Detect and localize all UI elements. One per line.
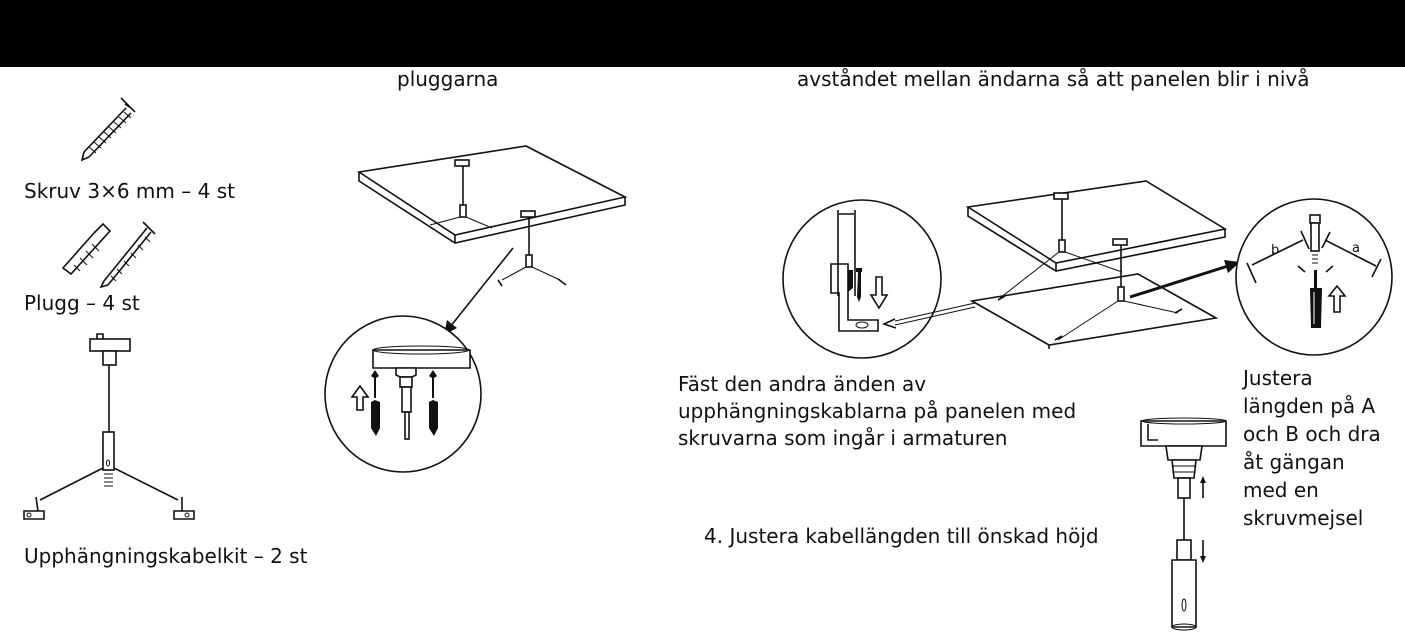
cable-kit-label: Upphängningskabelkit – 2 st	[24, 544, 308, 568]
adjust-ab-instruction: Justera längden på A och B och dra åt gängan med en skruvmejsel	[1243, 366, 1381, 530]
label-b: b	[1271, 243, 1280, 258]
cable-length-icon	[1141, 418, 1226, 630]
plug-icon	[63, 222, 155, 287]
panel-hanging-drawing	[968, 181, 1225, 349]
label-a: a	[1352, 241, 1360, 256]
bracket-detail	[783, 200, 941, 358]
caption-level-panel: avståndet mellan ändarna så att panelen blir i nivå	[797, 67, 1310, 91]
attach-instruction: Fäst den andra änden av upphängningskablarna på panelen med skruvarna som ingår i armaturen	[678, 372, 1077, 450]
screw-label: Skruv 3×6 mm – 4 st	[24, 179, 235, 203]
step-4-number: 4.	[704, 524, 724, 548]
screw-icon	[82, 98, 135, 160]
ceiling-mount-icon	[325, 316, 481, 472]
step-4-text: Justera kabellängden till önskad höjd	[729, 524, 1099, 548]
plug-label: Plugg – 4 st	[24, 291, 140, 315]
cable-kit-icon	[24, 334, 194, 519]
adjust-detail	[1236, 199, 1392, 355]
ceiling-panel-drawing	[359, 146, 625, 286]
caption-pluggarna: pluggarna	[397, 67, 499, 91]
arrow-to-detail	[444, 248, 513, 335]
